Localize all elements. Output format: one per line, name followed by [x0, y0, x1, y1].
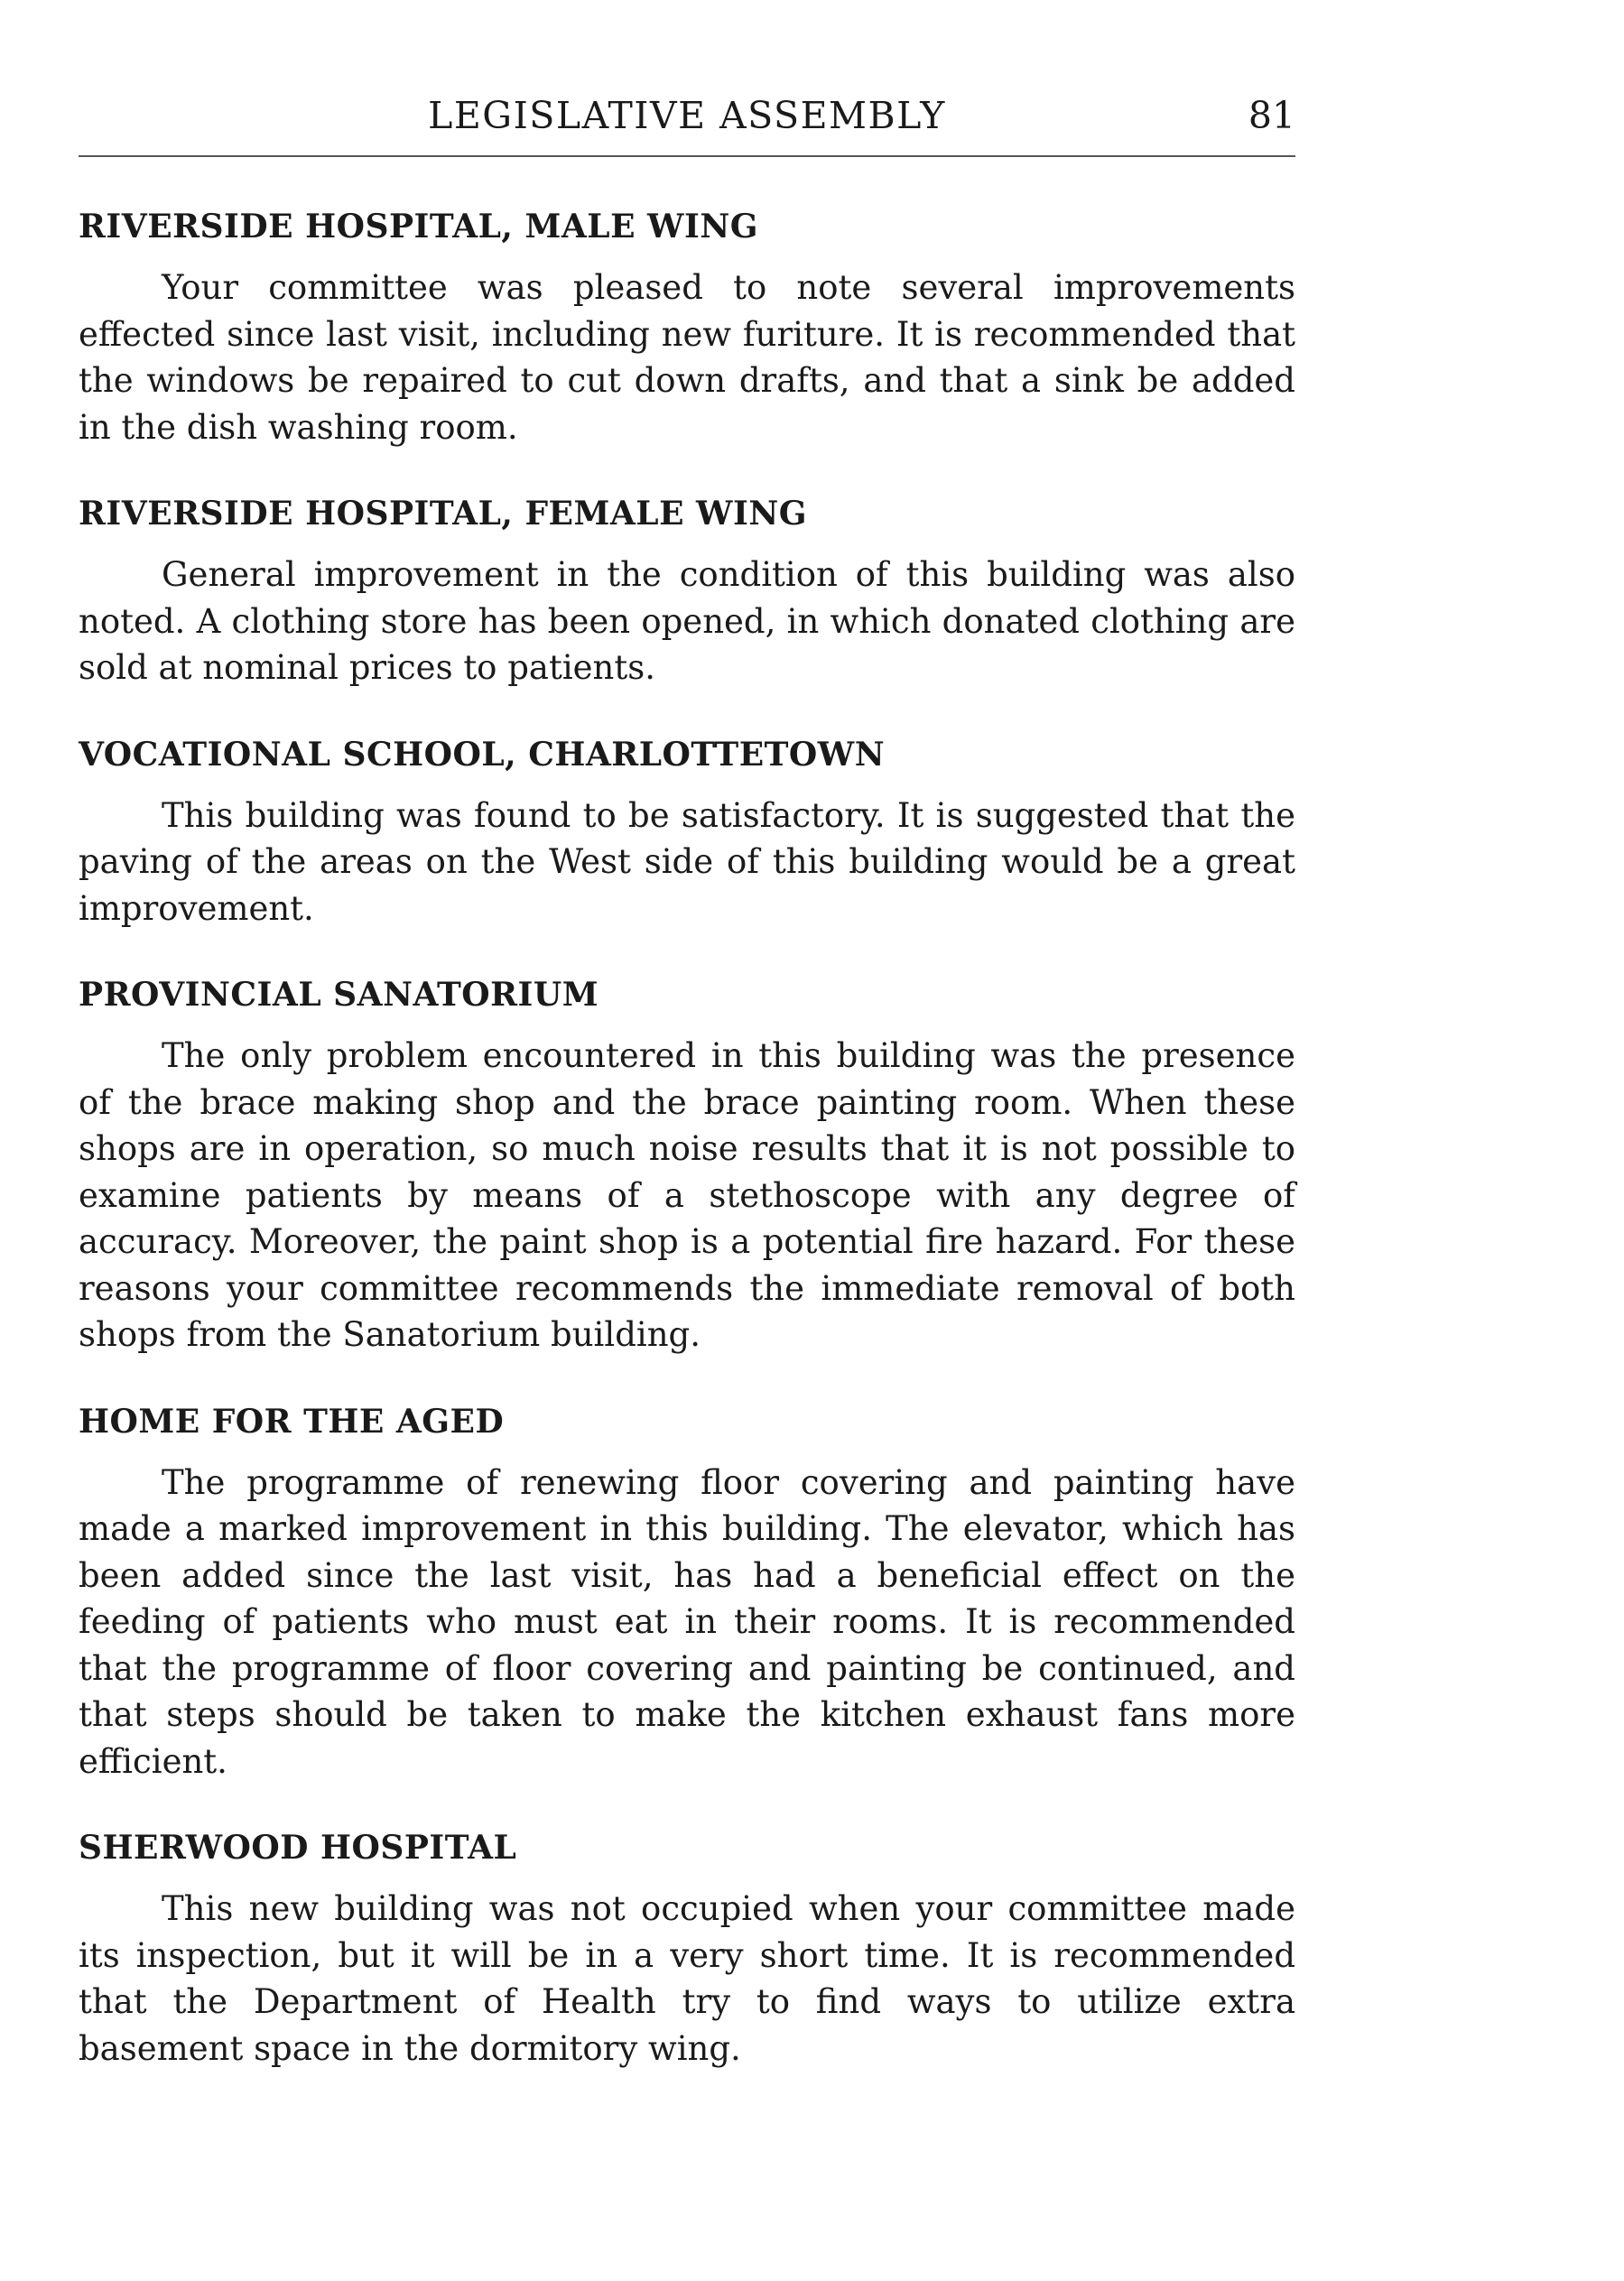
section-riverside-male-wing	[79, 194, 1295, 450]
section-heading: RIVERSIDE HOSPITAL, MALE WING	[79, 208, 758, 246]
section-heading: VOCATIONAL SCHOOL, CHARLOTTETOWN	[79, 735, 886, 774]
section-home-for-the-aged	[79, 1389, 1295, 1785]
page-content	[79, 194, 1295, 2102]
running-header	[79, 88, 1295, 143]
page-number: 81	[1248, 94, 1295, 137]
section-heading: PROVINCIAL SANATORIUM	[79, 976, 599, 1014]
running-title: LEGISLATIVE ASSEMBLY	[428, 94, 946, 137]
section-riverside-female-wing	[79, 481, 1295, 691]
section-heading: HOME FOR THE AGED	[79, 1402, 505, 1441]
section-paragraph: Your committee was pleased to note several improvements effected since last visit, including new furiture. It is recommended that the windows be repaired to cut down drafts, and that a sink be added in the dish washing room.	[79, 268, 1295, 447]
section-sherwood-hospital	[79, 1815, 1295, 2072]
section-paragraph: The only problem encountered in this building was the presence of the brace making shop and the brace painting room. When these shops are in operation, so much noise results that it is not possible to examine patients by means of a stethoscope with any degree of accuracy. Moreover, the paint shop is a potential fire hazard. For these reasons your committee recommends the immediate removal of both shops from the Sanatorium building.	[79, 1036, 1295, 1354]
section-heading: RIVERSIDE HOSPITAL, FEMALE WING	[79, 495, 807, 533]
section-paragraph: This building was found to be satisfactory. It is suggested that the paving of the areas on the West side of this building would be a great improvement.	[79, 795, 1295, 928]
section-paragraph: The programme of renewing floor covering and painting have made a marked improvement in this building. The elevator, which has been added since the last visit, has had a beneficial effect on the feeding of patients who must eat in their rooms. It is recommended that the programme of floor covering and painting be continued, and that steps should be taken to make the kitchen exhaust fans more efficient.	[79, 1462, 1295, 1781]
section-vocational-school	[79, 722, 1295, 932]
section-paragraph: This new building was not occupied when your committee made its inspection, but it will be in a very short time. It is recommended that the Department of Health try to find ways to utilize extra basement space in the dormitory wing.	[79, 1889, 1295, 2068]
header-rule	[79, 155, 1295, 157]
section-provincial-sanatorium	[79, 962, 1295, 1358]
section-paragraph: General improvement in the condition of this building was also noted. A clothing store has been opened, in which donated clothing are sold at nominal prices to patients.	[79, 555, 1295, 687]
section-heading: SHERWOOD HOSPITAL	[79, 1829, 517, 1867]
